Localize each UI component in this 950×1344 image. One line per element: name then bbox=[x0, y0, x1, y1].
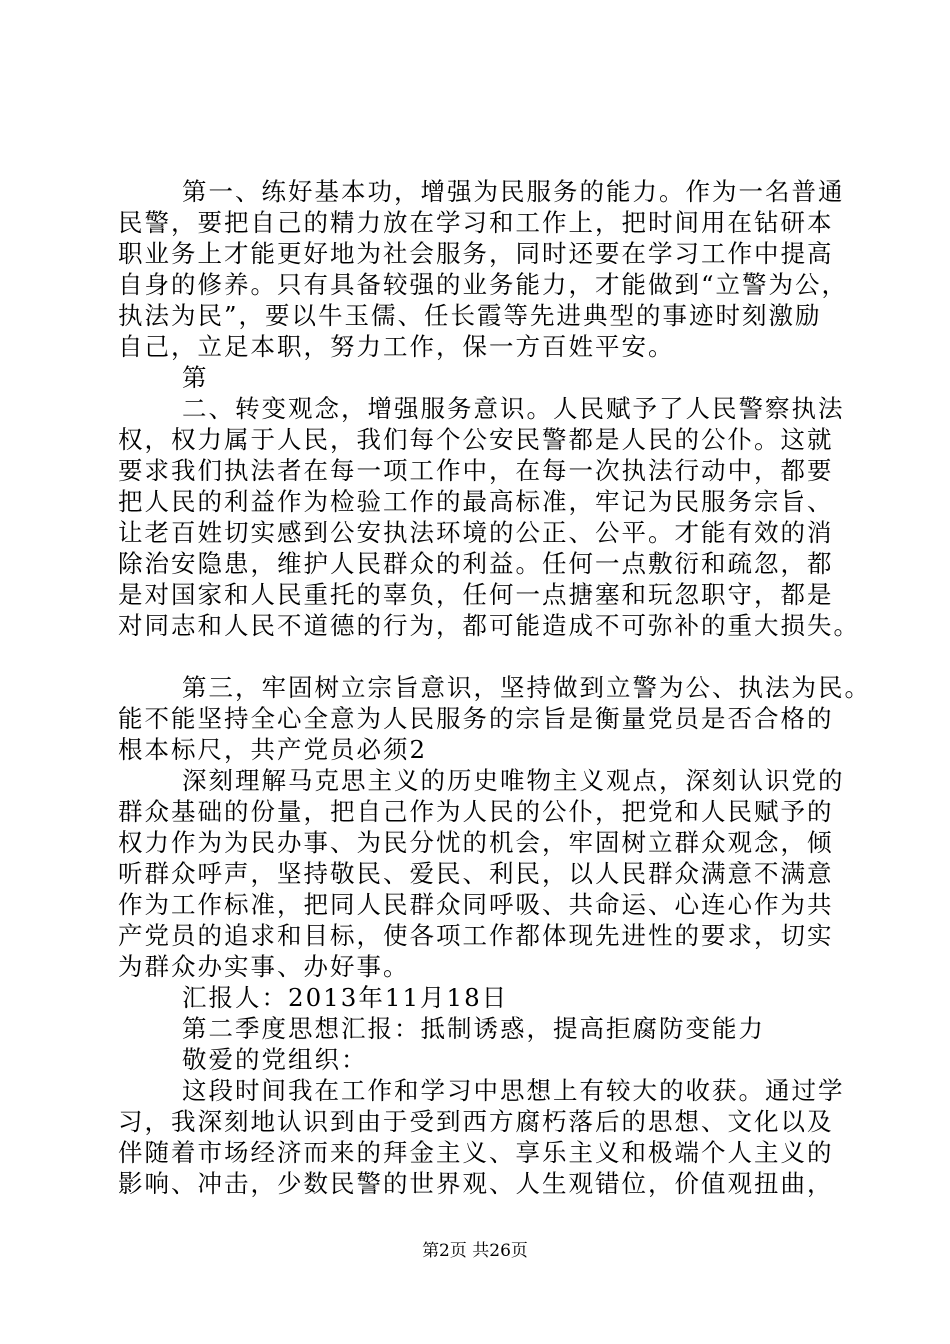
paragraph-line: 执法为民”，要以牛玉儒、任长霞等先进典型的事迹时刻激励 bbox=[118, 301, 822, 330]
paragraph-line: 为群众办实事、办好事。 bbox=[118, 952, 410, 981]
paragraph-line: 权，权力属于人民，我们每个公安民警都是人民的公仆。这就 bbox=[118, 425, 834, 454]
paragraph-line: 深刻理解马克思主义的历史唯物主义观点，深刻认识党的 bbox=[182, 766, 845, 795]
paragraph-line: 让老百姓切实感到公安执法环境的公正、公平。才能有效的消 bbox=[118, 518, 834, 547]
paragraph-line: 是对国家和人民重托的辜负，任何一点搪塞和玩忽职守，都是 bbox=[118, 580, 834, 609]
paragraph-line: 二、转变观念，增强服务意识。人民赋予了人民警察执法 bbox=[182, 394, 845, 423]
reporter-date-line: 汇报人：2013年11月18日 bbox=[182, 983, 509, 1012]
paragraph-line: 根本标尺，共产党员必须2 bbox=[118, 735, 428, 764]
paragraph-line: 能不能坚持全心全意为人民服务的宗旨是衡量党员是否合格的 bbox=[118, 704, 834, 733]
paragraph-line: 权力作为为民办事、为民分忧的机会，牢固树立群众观念，倾 bbox=[118, 828, 834, 857]
paragraph-line: 习，我深刻地认识到由于受到西方腐朽落后的思想、文化以及 bbox=[118, 1107, 834, 1136]
paragraph-line: 把人民的利益作为检验工作的最高标准，牢记为民服务宗旨、 bbox=[118, 487, 834, 516]
paragraph-line: 作为工作标准，把同人民群众同呼吸、共命运、心连心作为共 bbox=[118, 890, 834, 919]
paragraph-line: 对同志和人民不道德的行为，都可能造成不可弥补的重大损失。 bbox=[118, 611, 860, 640]
paragraph-line: 自身的修养。只有具备较强的业务能力，才能做到“立警为公， bbox=[118, 270, 849, 299]
paragraph-line: 影响、冲击，少数民警的世界观、人生观错位，价值观扭曲， bbox=[118, 1169, 834, 1198]
paragraph-line: 自己，立足本职，努力工作，保一方百姓平安。 bbox=[118, 332, 675, 361]
paragraph-line: 群众基础的份量，把自己作为人民的公仆，把党和人民赋予的 bbox=[118, 797, 834, 826]
paragraph-line: 这段时间我在工作和学习中思想上有较大的收获。通过学 bbox=[182, 1076, 845, 1105]
salutation-line: 敬爱的党组织： bbox=[182, 1045, 368, 1074]
report-title-line: 第二季度思想汇报：抵制诱惑，提高拒腐防变能力 bbox=[182, 1014, 765, 1043]
paragraph-line: 听群众呼声，坚持敬民、爱民、利民，以人民群众满意不满意 bbox=[118, 859, 834, 888]
paragraph-line: 产党员的追求和目标，使各项工作都体现先进性的要求，切实 bbox=[118, 921, 834, 950]
paragraph-line: 要求我们执法者在每一项工作中，在每一次执法行动中，都要 bbox=[118, 456, 834, 485]
paragraph-line: 第三，牢固树立宗旨意识，坚持做到立警为公、执法为民。 bbox=[182, 673, 871, 702]
paragraph-line: 第一、练好基本功，增强为民服务的能力。作为一名普通 bbox=[182, 177, 845, 206]
page-footer: 第2页 共26页 bbox=[422, 1241, 528, 1261]
paragraph-line: 民警，要把自己的精力放在学习和工作上，把时间用在钻研本 bbox=[118, 208, 834, 237]
paragraph-line: 职业务上才能更好地为社会服务，同时还要在学习工作中提高 bbox=[118, 239, 834, 268]
paragraph-line: 第 bbox=[182, 363, 209, 392]
paragraph-line: 伴随着市场经济而来的拜金主义、享乐主义和极端个人主义的 bbox=[118, 1138, 834, 1167]
paragraph-line: 除治安隐患，维护人民群众的利益。任何一点敷衍和疏忽，都 bbox=[118, 549, 834, 578]
